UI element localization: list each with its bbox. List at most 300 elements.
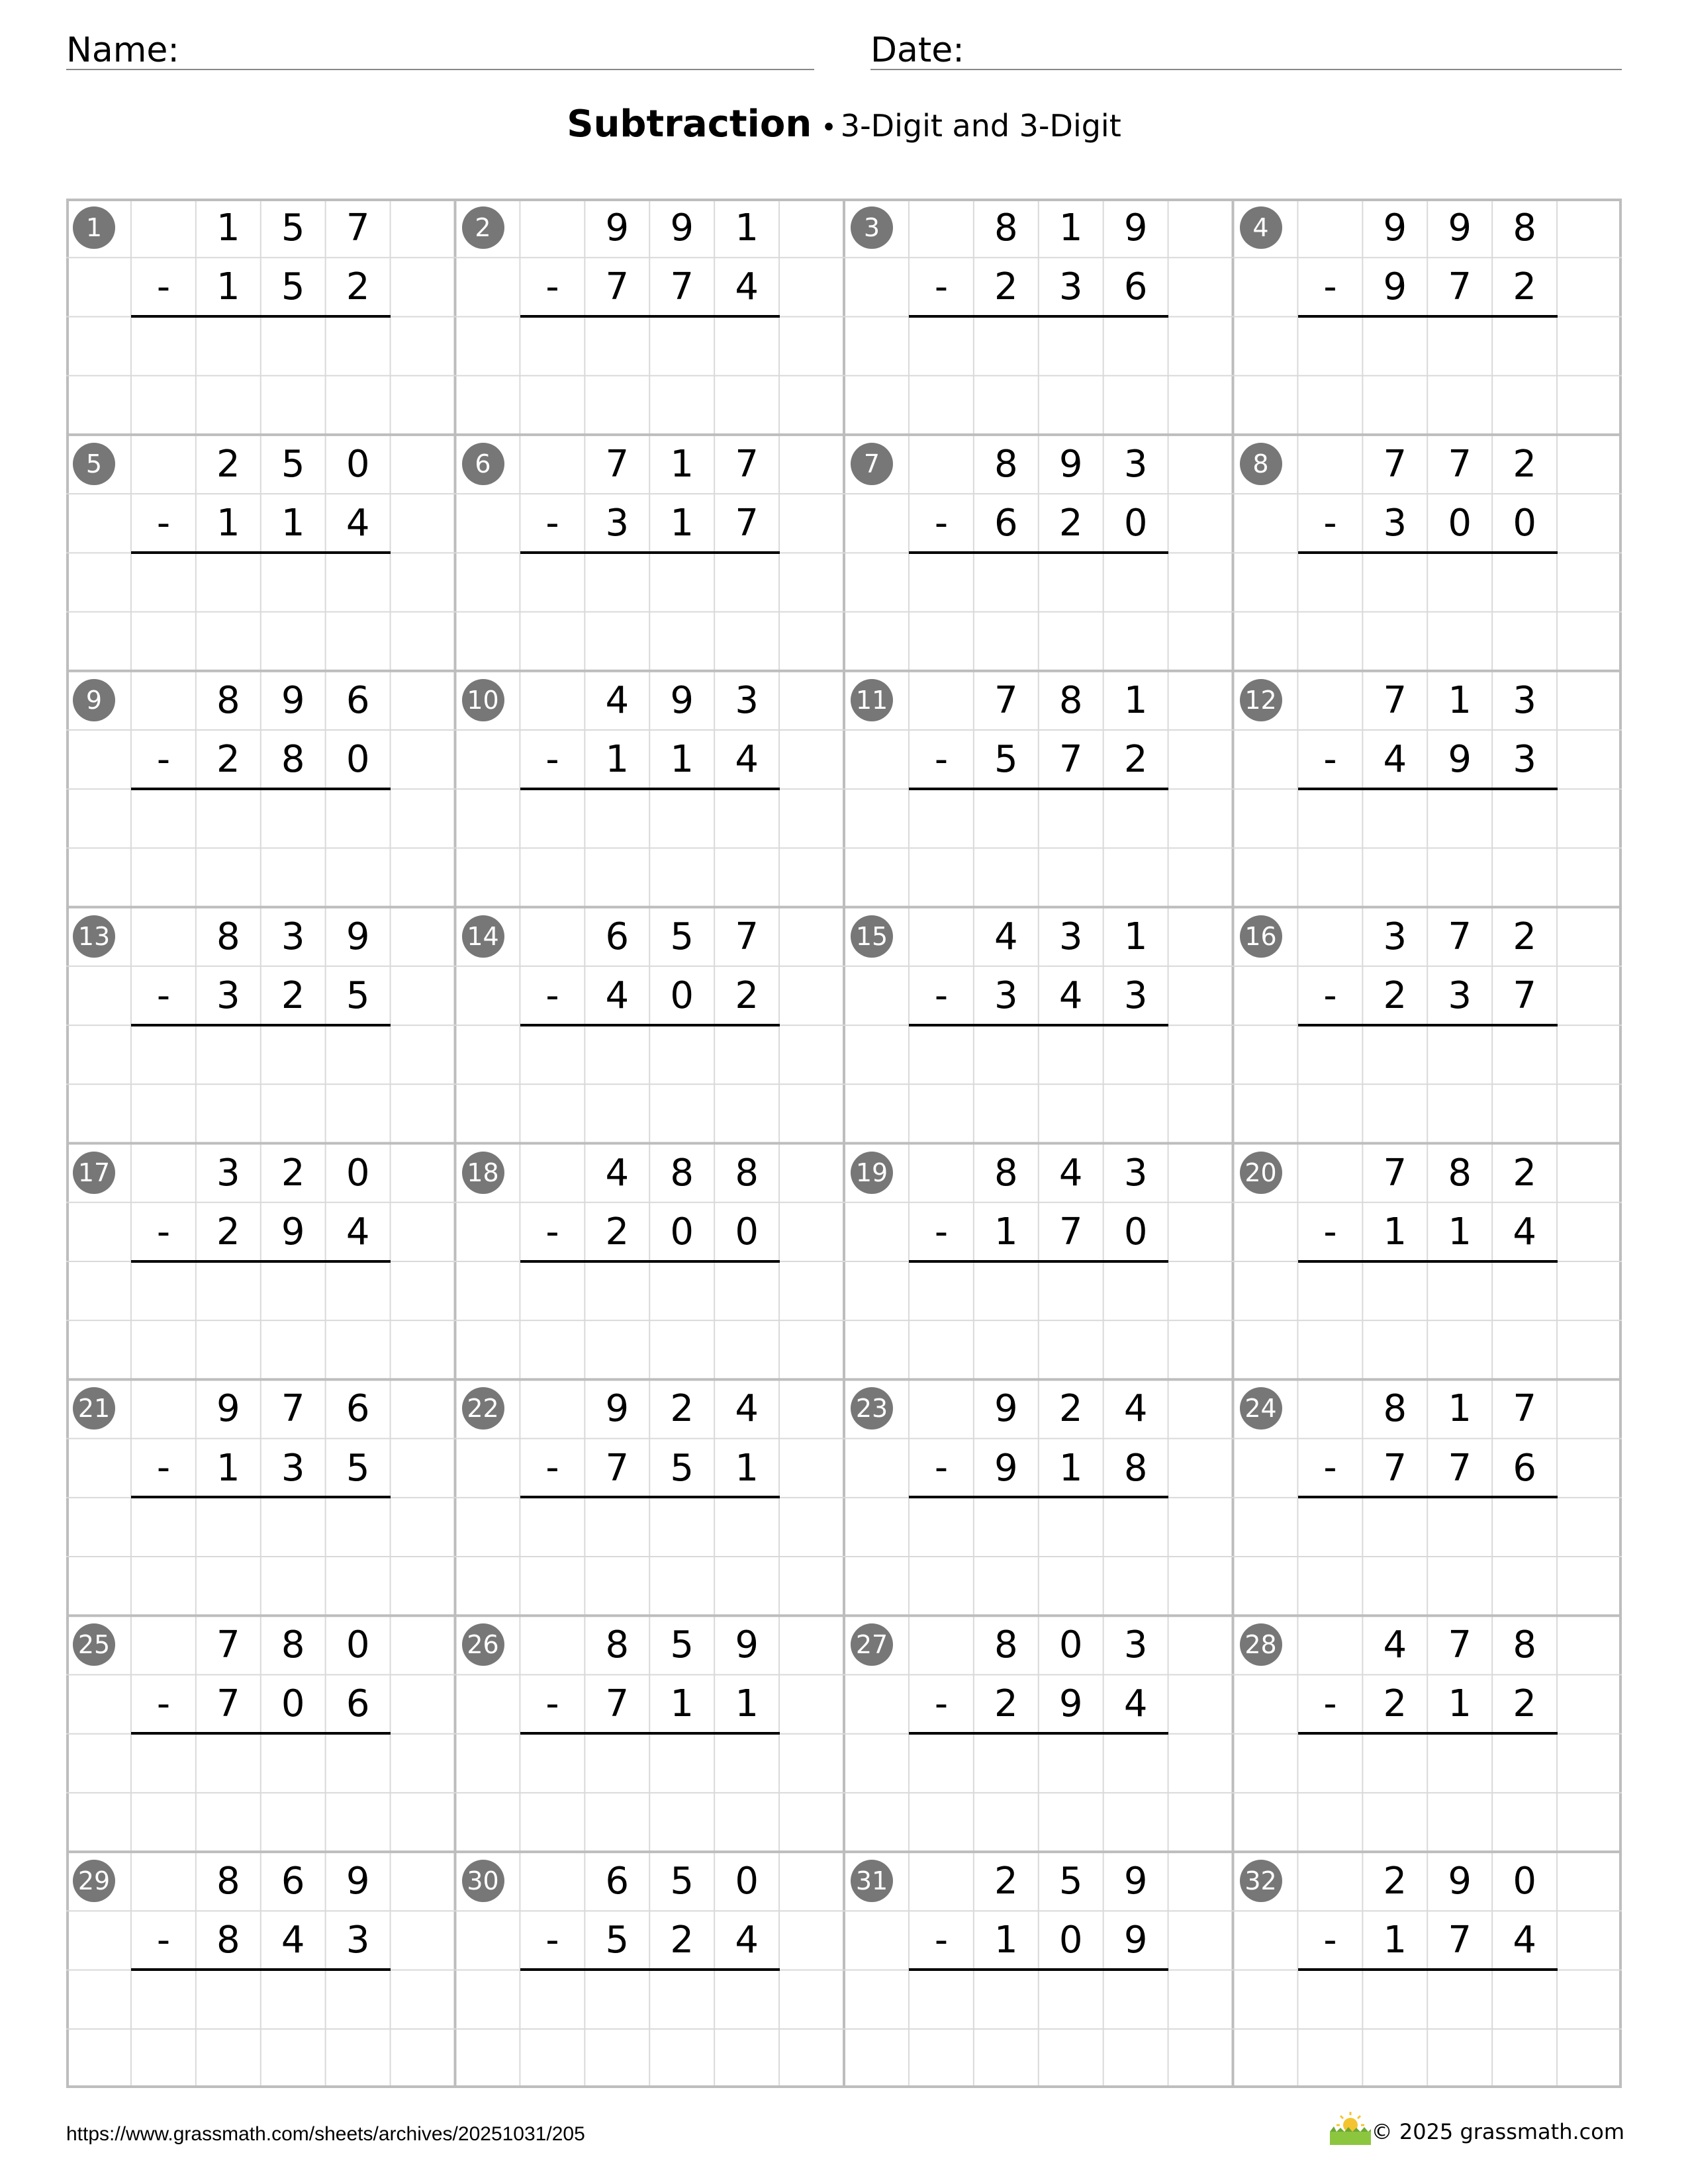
subtrahend-digit: 7	[1058, 737, 1083, 781]
minuend-digit: 6	[605, 1860, 630, 1903]
subtrahend-digit: 1	[605, 737, 630, 781]
title-separator: •	[821, 113, 837, 143]
subtrahend-digit: 1	[670, 502, 694, 545]
minuend-digit: 1	[216, 206, 240, 250]
minuend-digit: 7	[735, 915, 759, 958]
problem	[844, 671, 1233, 907]
minuend-digit: 7	[1448, 442, 1472, 486]
problem	[455, 435, 845, 671]
minus-sign: -	[934, 1919, 949, 1962]
subtrahend-digit: 4	[735, 737, 759, 781]
subtrahend-digit: 5	[346, 974, 370, 1017]
minus-sign: -	[156, 1446, 171, 1490]
minuend-digit: 9	[216, 1387, 240, 1431]
worksheet-title	[0, 103, 1688, 146]
minuend-digit: 7	[1383, 442, 1407, 486]
date-field[interactable]	[870, 26, 1622, 70]
minuend-digit: 3	[735, 678, 759, 722]
problem	[844, 1852, 1233, 2088]
minuend-digit: 5	[670, 1623, 694, 1667]
answer-rule	[131, 1496, 391, 1498]
minuend-digit: 4	[994, 915, 1018, 958]
problem-number: 6	[462, 443, 504, 485]
minuend-digit: 1	[1123, 915, 1148, 958]
subtrahend-digit: 3	[1513, 737, 1536, 781]
problem-number: 1	[73, 206, 115, 249]
minus-sign: -	[934, 1210, 949, 1253]
name-label: Name:	[66, 30, 179, 70]
answer-rule	[131, 1732, 391, 1735]
subtrahend-digit: 1	[281, 502, 305, 545]
minuend-digit: 8	[1058, 678, 1083, 722]
subtrahend-digit: 4	[1058, 974, 1083, 1017]
minuend-digit: 1	[1123, 678, 1148, 722]
answer-rule	[909, 1732, 1168, 1735]
subtrahend-digit: 2	[994, 265, 1018, 309]
answer-rule	[131, 551, 391, 554]
subtrahend-digit: 1	[735, 1682, 759, 1726]
subtrahend-digit: 1	[216, 265, 240, 309]
minuend-digit: 8	[281, 1623, 305, 1667]
minuend-digit: 8	[216, 678, 240, 722]
problem	[455, 199, 845, 435]
answer-rule	[909, 1260, 1168, 1263]
minuend-digit: 7	[1448, 915, 1472, 958]
minuend-digit: 8	[994, 1623, 1018, 1667]
minuend-digit: 8	[216, 915, 240, 958]
date-label: Date:	[870, 30, 964, 70]
minuend-digit: 9	[1123, 206, 1148, 250]
minus-sign: -	[934, 1446, 949, 1490]
minuend-digit: 0	[1513, 1860, 1536, 1903]
minus-sign: -	[1323, 1682, 1337, 1726]
minuend-digit: 2	[216, 442, 240, 486]
subtrahend-digit: 1	[735, 1446, 759, 1490]
minuend-digit: 1	[1448, 1387, 1472, 1431]
subtrahend-digit: 4	[735, 265, 759, 309]
answer-rule	[1298, 788, 1558, 790]
subtrahend-digit: 2	[994, 1682, 1018, 1726]
problem-number: 25	[73, 1623, 115, 1666]
minus-sign: -	[1323, 737, 1337, 781]
problem-number: 3	[851, 206, 893, 249]
minuend-digit: 2	[994, 1860, 1018, 1903]
title-subtitle: 3-Digit and 3-Digit	[840, 108, 1121, 144]
answer-rule	[909, 551, 1168, 554]
subtrahend-digit: 4	[735, 1919, 759, 1962]
problem-number: 9	[73, 679, 115, 721]
minuend-digit: 5	[1058, 1860, 1083, 1903]
minus-sign: -	[545, 737, 559, 781]
problem	[455, 1615, 845, 1852]
answer-rule	[909, 788, 1168, 790]
minuend-digit: 2	[670, 1387, 694, 1431]
minuend-digit: 4	[735, 1387, 759, 1431]
minuend-digit: 7	[216, 1623, 240, 1667]
problem	[66, 1852, 455, 2088]
subtrahend-digit: 5	[670, 1446, 694, 1490]
problem-number: 22	[462, 1387, 504, 1430]
minuend-digit: 2	[1383, 1860, 1407, 1903]
subtrahend-digit: 1	[1448, 1210, 1472, 1253]
minuend-digit: 4	[605, 678, 630, 722]
subtrahend-digit: 2	[346, 265, 370, 309]
subtrahend-digit: 4	[346, 1210, 370, 1253]
minus-sign: -	[934, 1682, 949, 1726]
minuend-digit: 4	[1058, 1151, 1083, 1195]
minus-sign: -	[1323, 501, 1337, 545]
minuend-digit: 9	[281, 678, 305, 722]
subtrahend-digit: 6	[994, 502, 1018, 545]
minus-sign: -	[156, 501, 171, 545]
problem-number: 28	[1240, 1623, 1282, 1666]
problem-number: 23	[851, 1387, 893, 1430]
answer-rule	[520, 315, 780, 318]
subtrahend-digit: 0	[281, 1682, 305, 1726]
problem-number: 11	[851, 679, 893, 721]
subtrahend-digit: 7	[1058, 1210, 1083, 1253]
subtrahend-digit: 1	[670, 1682, 694, 1726]
problem-number: 20	[1240, 1152, 1282, 1194]
subtrahend-digit: 4	[281, 1919, 305, 1962]
name-field[interactable]	[66, 26, 814, 70]
problem-number: 16	[1240, 915, 1282, 958]
minus-sign: -	[545, 1210, 559, 1253]
subtrahend-digit: 5	[281, 265, 305, 309]
subtrahend-digit: 3	[281, 1446, 305, 1490]
subtrahend-digit: 4	[1383, 737, 1407, 781]
minus-sign: -	[934, 737, 949, 781]
answer-rule	[520, 1496, 780, 1498]
minuend-digit: 8	[1448, 1151, 1472, 1195]
answer-rule	[131, 1260, 391, 1263]
minuend-digit: 9	[670, 206, 694, 250]
answer-rule	[520, 1260, 780, 1263]
problem	[844, 1144, 1233, 1380]
answer-rule	[131, 315, 391, 318]
minus-sign: -	[156, 1682, 171, 1726]
problem-number: 12	[1240, 679, 1282, 721]
problem	[1233, 1144, 1622, 1380]
minuend-digit: 9	[994, 1387, 1018, 1431]
subtrahend-digit: 2	[670, 1919, 694, 1962]
minuend-digit: 1	[1058, 206, 1083, 250]
answer-rule	[520, 551, 780, 554]
answer-rule	[1298, 1496, 1558, 1498]
problem	[455, 671, 845, 907]
subtrahend-digit: 1	[994, 1919, 1018, 1962]
subtrahend-digit: 3	[994, 974, 1018, 1017]
subtrahend-digit: 2	[1383, 1682, 1407, 1726]
subtrahend-digit: 3	[1123, 974, 1148, 1017]
subtrahend-digit: 2	[1383, 974, 1407, 1017]
minus-sign: -	[934, 501, 949, 545]
minus-sign: -	[545, 1919, 559, 1962]
subtrahend-digit: 4	[346, 502, 370, 545]
minuend-digit: 8	[670, 1151, 694, 1195]
minuend-digit: 8	[735, 1151, 759, 1195]
subtrahend-digit: 3	[1448, 974, 1472, 1017]
footer-copyright: © 2025 grassmath.com	[1371, 2119, 1624, 2144]
minuend-digit: 4	[1383, 1623, 1407, 1667]
answer-rule	[520, 1024, 780, 1026]
problem	[1233, 1615, 1622, 1852]
subtrahend-digit: 6	[346, 1682, 370, 1726]
subtrahend-digit: 0	[1123, 502, 1148, 545]
subtrahend-digit: 5	[346, 1446, 370, 1490]
problem	[66, 1379, 455, 1615]
minuend-digit: 0	[346, 442, 370, 486]
problem-number: 7	[851, 443, 893, 485]
minuend-digit: 3	[1123, 1623, 1148, 1667]
minuend-digit: 2	[1513, 915, 1536, 958]
problem-number: 24	[1240, 1387, 1282, 1430]
problem	[844, 1379, 1233, 1615]
minuend-digit: 8	[994, 206, 1018, 250]
minuend-digit: 9	[346, 915, 370, 958]
minuend-digit: 0	[346, 1623, 370, 1667]
subtrahend-digit: 7	[605, 1446, 630, 1490]
subtrahend-digit: 9	[994, 1446, 1018, 1490]
problem	[66, 1615, 455, 1852]
minuend-digit: 9	[346, 1860, 370, 1903]
problem-number: 15	[851, 915, 893, 958]
problem	[66, 435, 455, 671]
subtrahend-digit: 5	[605, 1919, 630, 1962]
minuend-digit: 3	[1513, 678, 1536, 722]
minuend-digit: 2	[1513, 442, 1536, 486]
answer-rule	[909, 1024, 1168, 1026]
minuend-digit: 7	[1383, 678, 1407, 722]
subtrahend-digit: 2	[281, 974, 305, 1017]
problem-number: 32	[1240, 1860, 1282, 1902]
problem	[844, 1615, 1233, 1852]
minuend-digit: 2	[1058, 1387, 1083, 1431]
subtrahend-digit: 9	[1383, 265, 1407, 309]
subtrahend-digit: 7	[1448, 1919, 1472, 1962]
minuend-digit: 6	[281, 1860, 305, 1903]
subtrahend-digit: 1	[670, 737, 694, 781]
problem-number: 10	[462, 679, 504, 721]
problem-number: 31	[851, 1860, 893, 1902]
minus-sign: -	[1323, 1919, 1337, 1962]
problem	[455, 907, 845, 1144]
minus-sign: -	[1323, 1446, 1337, 1490]
subtrahend-digit: 5	[994, 737, 1018, 781]
minuend-digit: 3	[281, 915, 305, 958]
minuend-digit: 0	[735, 1860, 759, 1903]
subtrahend-digit: 0	[346, 737, 370, 781]
subtrahend-digit: 3	[216, 974, 240, 1017]
minuend-digit: 9	[670, 678, 694, 722]
problem-number: 5	[73, 443, 115, 485]
minus-sign: -	[156, 265, 171, 308]
minuend-digit: 9	[605, 1387, 630, 1431]
minuend-digit: 9	[1448, 206, 1472, 250]
subtrahend-digit: 1	[216, 502, 240, 545]
problem-number: 17	[73, 1152, 115, 1194]
problem	[1233, 435, 1622, 671]
problem	[455, 1852, 845, 2088]
minuend-digit: 8	[1383, 1387, 1407, 1431]
minus-sign: -	[934, 974, 949, 1017]
subtrahend-digit: 1	[994, 1210, 1018, 1253]
answer-rule	[520, 1968, 780, 1971]
subtrahend-digit: 8	[1123, 1446, 1148, 1490]
problem	[66, 671, 455, 907]
answer-rule	[1298, 1732, 1558, 1735]
minus-sign: -	[545, 265, 559, 308]
minuend-digit: 3	[216, 1151, 240, 1195]
subtrahend-digit: 7	[1513, 974, 1536, 1017]
problem-number: 2	[462, 206, 504, 249]
subtrahend-digit: 6	[1123, 265, 1148, 309]
problem	[1233, 199, 1622, 435]
subtrahend-digit: 4	[605, 974, 630, 1017]
problem-number: 30	[462, 1860, 504, 1902]
minus-sign: -	[156, 737, 171, 781]
problem-number: 27	[851, 1623, 893, 1666]
subtrahend-digit: 3	[605, 502, 630, 545]
problem	[1233, 1379, 1622, 1615]
minus-sign: -	[545, 501, 559, 545]
problem-number: 26	[462, 1623, 504, 1666]
problem-number: 14	[462, 915, 504, 958]
minuend-digit: 6	[346, 678, 370, 722]
problem-number: 21	[73, 1387, 115, 1430]
subtrahend-digit: 7	[216, 1682, 240, 1726]
minuend-digit: 8	[994, 1151, 1018, 1195]
minuend-digit: 8	[1513, 1623, 1536, 1667]
minuend-digit: 7	[346, 206, 370, 250]
subtrahend-digit: 4	[1513, 1919, 1536, 1962]
subtrahend-digit: 2	[1123, 737, 1148, 781]
minuend-digit: 5	[670, 915, 694, 958]
minus-sign: -	[545, 974, 559, 1017]
minuend-digit: 6	[346, 1387, 370, 1431]
subtrahend-digit: 7	[1448, 1446, 1472, 1490]
subtrahend-digit: 4	[1513, 1210, 1536, 1253]
subtrahend-digit: 0	[670, 974, 694, 1017]
subtrahend-digit: 4	[1123, 1682, 1148, 1726]
subtrahend-digit: 3	[346, 1919, 370, 1962]
problem-number: 19	[851, 1152, 893, 1194]
minuend-digit: 7	[1448, 1623, 1472, 1667]
problem-number: 29	[73, 1860, 115, 1902]
answer-rule	[1298, 551, 1558, 554]
footer-url: https://www.grassmath.com/sheets/archives/20251031/205	[66, 2123, 585, 2145]
problem-number: 18	[462, 1152, 504, 1194]
subtrahend-digit: 1	[216, 1446, 240, 1490]
subtrahend-digit: 6	[1513, 1446, 1536, 1490]
answer-rule	[1298, 315, 1558, 318]
problem-number: 8	[1240, 443, 1282, 485]
minuend-digit: 3	[1058, 915, 1083, 958]
subtrahend-digit: 1	[1448, 1682, 1472, 1726]
answer-rule	[909, 1968, 1168, 1971]
minuend-digit: 9	[1123, 1860, 1148, 1903]
subtrahend-digit: 9	[281, 1210, 305, 1253]
subtrahend-digit: 9	[1448, 737, 1472, 781]
minuend-digit: 7	[1513, 1387, 1536, 1431]
subtrahend-digit: 3	[1058, 265, 1083, 309]
minuend-digit: 9	[735, 1623, 759, 1667]
problem	[66, 1144, 455, 1380]
subtrahend-digit: 7	[605, 1682, 630, 1726]
problem	[455, 1379, 845, 1615]
minuend-digit: 3	[1123, 1151, 1148, 1195]
answer-rule	[520, 1732, 780, 1735]
subtrahend-digit: 0	[1123, 1210, 1148, 1253]
subtrahend-digit: 2	[605, 1210, 630, 1253]
subtrahend-digit: 7	[1448, 265, 1472, 309]
answer-rule	[909, 315, 1168, 318]
subtrahend-digit: 7	[605, 265, 630, 309]
minuend-digit: 7	[735, 442, 759, 486]
minus-sign: -	[156, 1919, 171, 1962]
minuend-digit: 3	[1383, 915, 1407, 958]
problem-number: 4	[1240, 206, 1282, 249]
subtrahend-digit: 2	[1513, 1682, 1536, 1726]
minus-sign: -	[545, 1682, 559, 1726]
minuend-digit: 0	[346, 1151, 370, 1195]
minuend-digit: 5	[281, 442, 305, 486]
subtrahend-digit: 2	[1513, 265, 1536, 309]
subtrahend-digit: 0	[1058, 1919, 1083, 1962]
title-main: Subtraction	[567, 103, 812, 146]
minuend-digit: 4	[1123, 1387, 1148, 1431]
grass-sun-logo-icon	[1327, 2108, 1374, 2146]
minuend-digit: 7	[1383, 1151, 1407, 1195]
minuend-digit: 8	[994, 442, 1018, 486]
problem-number: 13	[73, 915, 115, 958]
answer-rule	[1298, 1024, 1558, 1026]
minus-sign: -	[1323, 974, 1337, 1017]
subtrahend-digit: 1	[1383, 1210, 1407, 1253]
answer-rule	[1298, 1968, 1558, 1971]
subtrahend-digit: 1	[1058, 1446, 1083, 1490]
problem	[844, 199, 1233, 435]
subtrahend-digit: 2	[216, 1210, 240, 1253]
subtrahend-digit: 0	[1448, 502, 1472, 545]
minuend-digit: 9	[1448, 1860, 1472, 1903]
minuend-digit: 1	[1448, 678, 1472, 722]
subtrahend-digit: 3	[1383, 502, 1407, 545]
subtrahend-digit: 2	[1058, 502, 1083, 545]
subtrahend-digit: 8	[216, 1919, 240, 1962]
problem	[455, 1144, 845, 1380]
minuend-digit: 6	[605, 915, 630, 958]
problem	[1233, 907, 1622, 1144]
minuend-digit: 8	[216, 1860, 240, 1903]
problem	[1233, 1852, 1622, 2088]
minus-sign: -	[545, 1446, 559, 1490]
minuend-digit: 1	[670, 442, 694, 486]
subtrahend-digit: 2	[735, 974, 759, 1017]
problem	[66, 199, 455, 435]
subtrahend-digit: 2	[216, 737, 240, 781]
problem	[1233, 671, 1622, 907]
minuend-digit: 2	[1513, 1151, 1536, 1195]
answer-rule	[909, 1496, 1168, 1498]
subtrahend-digit: 7	[1383, 1446, 1407, 1490]
answer-rule	[131, 788, 391, 790]
subtrahend-digit: 8	[281, 737, 305, 781]
minuend-digit: 9	[605, 206, 630, 250]
problem	[66, 907, 455, 1144]
problem-grid	[66, 199, 1622, 2088]
subtrahend-digit: 0	[670, 1210, 694, 1253]
